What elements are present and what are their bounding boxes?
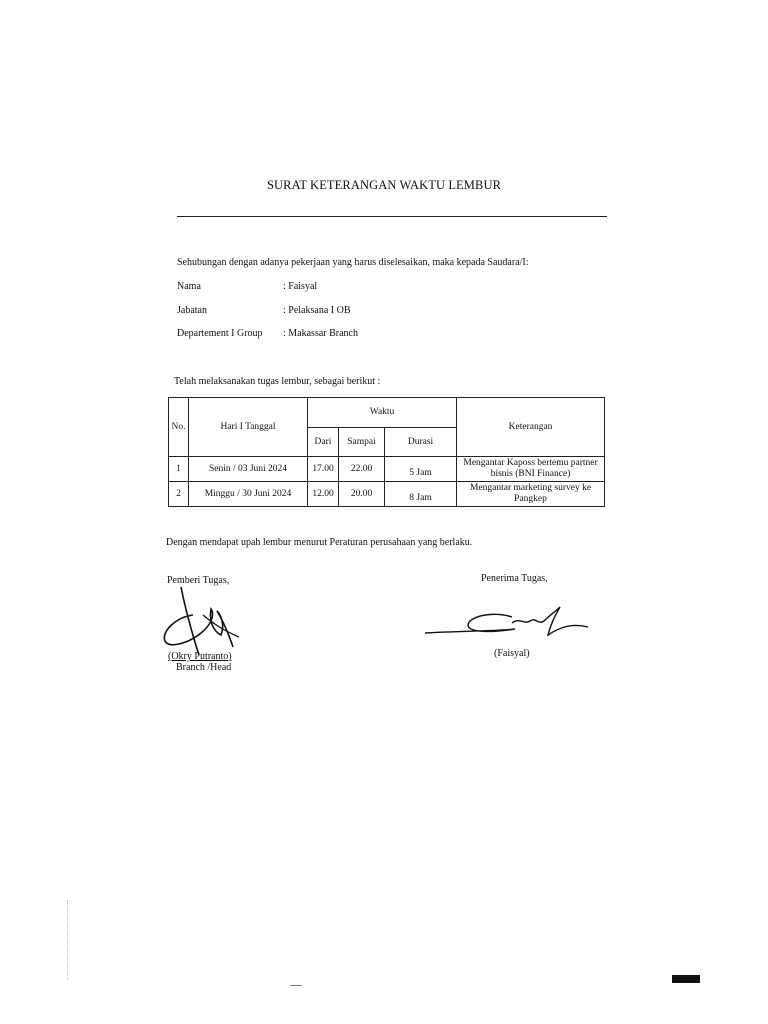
- header-until: Sampai: [339, 428, 385, 457]
- giver-label: Pemberi Tugas,: [167, 575, 230, 586]
- intro-text: Sehubungan dengan adanya pekerjaan yang harus diselesaikan, maka kepada Saudara/I:: [177, 257, 529, 268]
- row-from: 17.00: [308, 457, 339, 482]
- field-department-value: : Makassar Branch: [283, 328, 358, 339]
- row-no: 2: [169, 482, 189, 507]
- row-from: 12.00: [308, 482, 339, 507]
- row-duration: 8 Jam: [385, 482, 457, 507]
- header-from: Dari: [308, 428, 339, 457]
- giver-position: Branch /Head: [176, 662, 232, 673]
- closing-text: Dengan mendapat upah lembur menurut Peraturan perusahaan yang berlaku.: [166, 537, 473, 548]
- field-nama-value: : Faisyal: [283, 281, 318, 292]
- header-duration: Durasi: [385, 428, 457, 457]
- receiver-signature: [420, 603, 595, 643]
- table-header-row: [169, 398, 605, 428]
- row-no: 1: [169, 457, 189, 482]
- table-row: [169, 457, 605, 482]
- giver-name: (Okry Putranto): [168, 651, 232, 662]
- row-note: Mengantar Kaposs bertemu partner bisnis (BNI Finance): [457, 457, 605, 482]
- row-date: Minggu / 30 Juni 2024: [189, 482, 308, 507]
- row-until: 22.00: [339, 457, 385, 482]
- title-divider: [177, 216, 607, 217]
- field-department-label: Departement I Group: [177, 328, 263, 339]
- scan-mark: [672, 975, 700, 983]
- task-intro-text: Telah melaksanakan tugas lembur, sebagai berikut :: [174, 376, 381, 387]
- scan-mark: [290, 985, 302, 986]
- header-no: No.: [169, 398, 189, 457]
- giver-signature: [155, 585, 250, 660]
- scan-mark: [67, 900, 69, 980]
- row-duration: 5 Jam: [385, 457, 457, 482]
- table-row: [169, 482, 605, 507]
- field-nama-label: Nama: [177, 281, 201, 292]
- field-jabatan-label: Jabatan: [177, 305, 207, 316]
- row-note: Mengantar marketing survey ke Pangkep: [457, 482, 605, 507]
- header-date: Hari I Tanggal: [189, 398, 308, 457]
- field-jabatan-value: : Pelaksana I OB: [283, 305, 351, 316]
- receiver-name: (Faisyal): [494, 648, 530, 659]
- receiver-label: Penerima Tugas,: [481, 573, 548, 584]
- header-time: Waktu: [308, 398, 457, 428]
- overtime-table: [168, 397, 605, 507]
- header-note: Keterangan: [457, 398, 605, 457]
- row-until: 20.00: [339, 482, 385, 507]
- document-title: SURAT KETERANGAN WAKTU LEMBUR: [266, 178, 502, 192]
- row-date: Senin / 03 Juni 2024: [189, 457, 308, 482]
